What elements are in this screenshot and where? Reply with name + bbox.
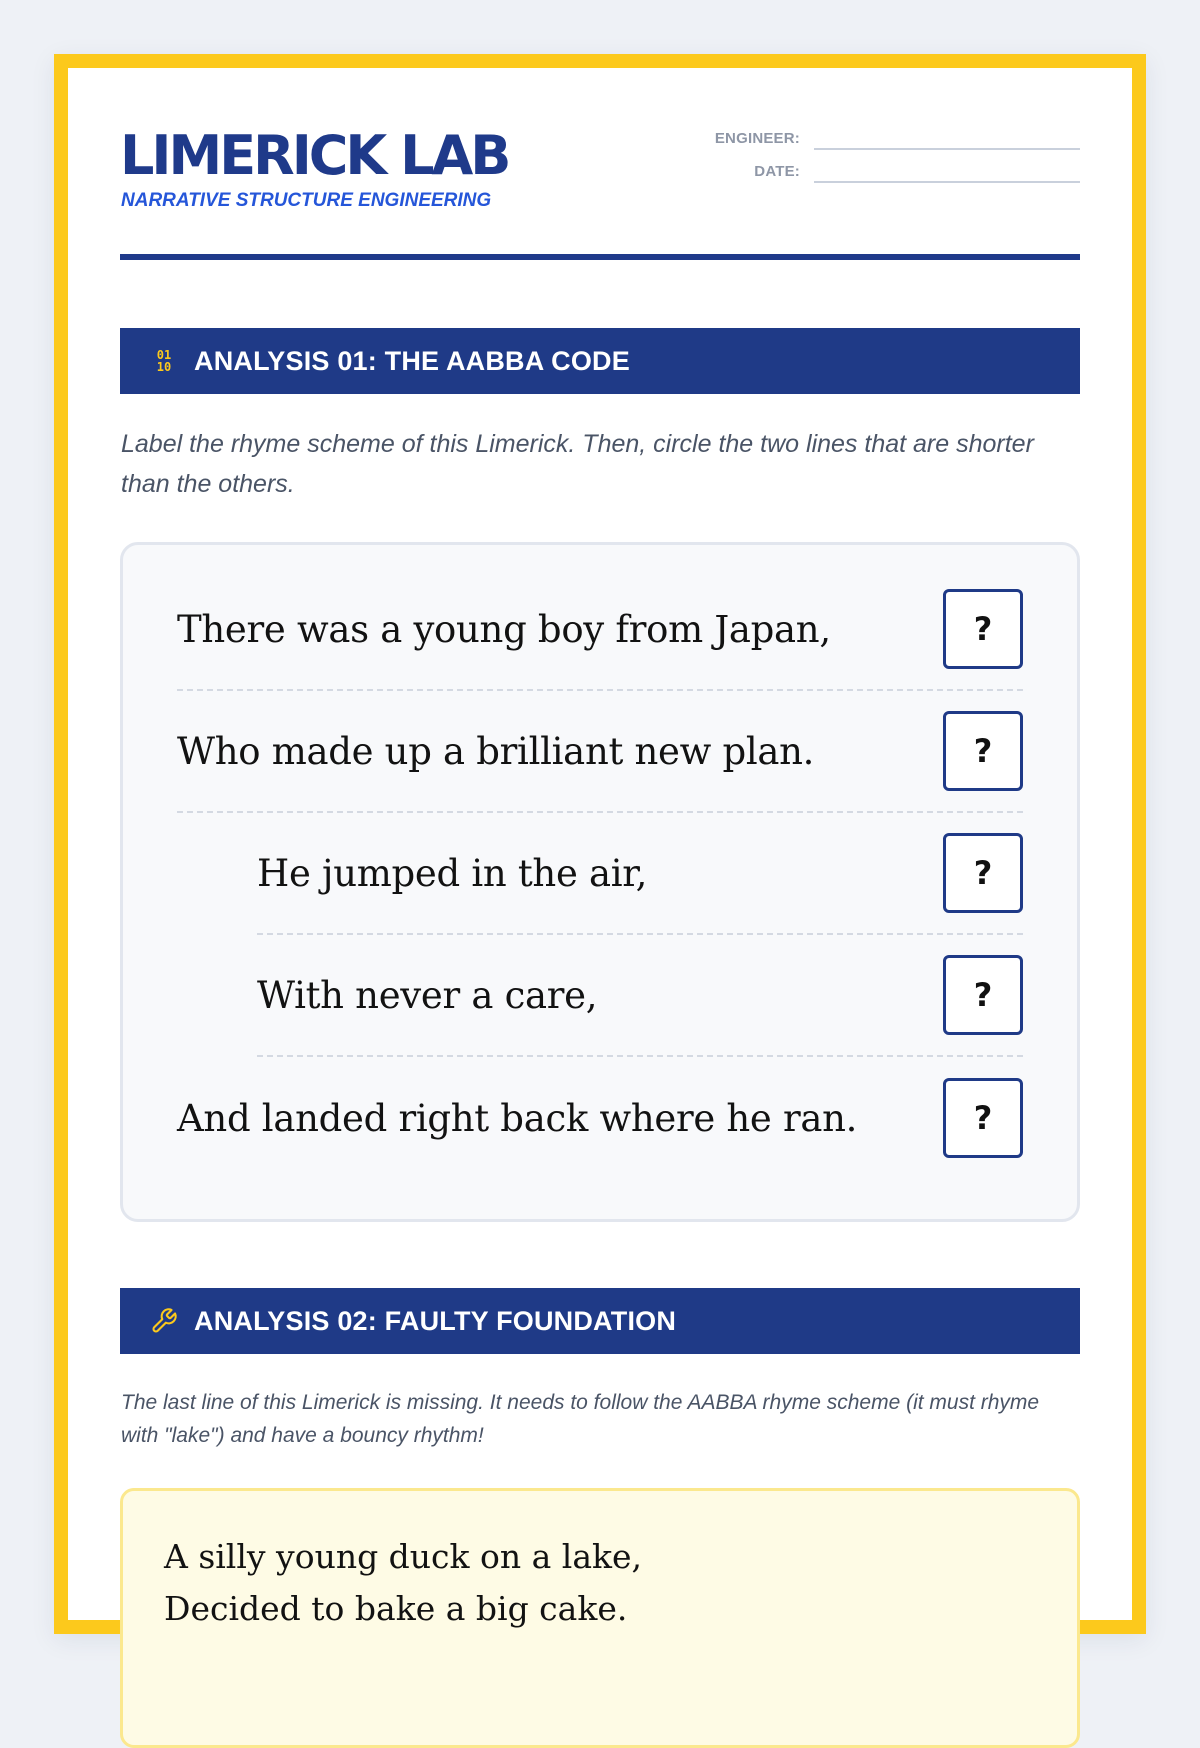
rhyme-label-box[interactable]: ? <box>943 1078 1023 1158</box>
poem-line <box>257 935 1023 1057</box>
rhyme-label-box[interactable]: ? <box>943 589 1023 669</box>
wrench-icon <box>150 1307 178 1335</box>
poem-line <box>177 569 1023 691</box>
rhyme-label-box[interactable]: ? <box>943 833 1023 913</box>
worksheet-page <box>54 54 1146 1634</box>
poem-line <box>257 813 1023 935</box>
poem-panel <box>120 542 1080 1222</box>
engineer-label: ENGINEER: <box>714 130 800 147</box>
date-row <box>700 155 1080 188</box>
faulty-poem-line: Decided to bake a big cake. <box>164 1589 628 1628</box>
poem-line-text: And landed right back where he ran. <box>177 1096 858 1140</box>
section-header-analysis-01 <box>120 328 1080 394</box>
binary-icon <box>150 347 178 375</box>
page-title: LIMERICK LAB <box>120 124 509 187</box>
binary-icon-bottom: 10 <box>156 360 172 374</box>
worksheet-header <box>120 68 1080 260</box>
poem-line-text: He jumped in the air, <box>257 851 648 895</box>
meta-fields <box>700 122 1080 188</box>
poem-line <box>177 691 1023 813</box>
faulty-poem-line: A silly young duck on a lake, <box>164 1537 643 1576</box>
analysis-01-instructions: Label the rhyme scheme of this Limerick. Then, circle the two lines that are shorter than the others. <box>121 430 1034 498</box>
faulty-poem-box <box>120 1488 1080 1748</box>
poem-line-text: Who made up a brilliant new plan. <box>177 729 815 773</box>
rhyme-label-box[interactable]: ? <box>943 955 1023 1035</box>
section-title-analysis-02: ANALYSIS 02: FAULTY FOUNDATION <box>194 1305 677 1336</box>
binary-icon-top: 01 <box>156 348 172 362</box>
section-title-analysis-01: ANALYSIS 01: THE AABBA CODE <box>194 345 630 376</box>
engineer-field[interactable] <box>814 128 1080 150</box>
rhyme-label-box[interactable]: ? <box>943 711 1023 791</box>
poem-line-text: With never a care, <box>257 973 598 1017</box>
section-header-analysis-02 <box>120 1288 1080 1354</box>
date-label: DATE: <box>754 163 800 180</box>
poem-line-text: There was a young boy from Japan, <box>177 607 831 651</box>
engineer-row <box>700 122 1080 155</box>
page-subtitle: NARRATIVE STRUCTURE ENGINEERING <box>121 190 492 211</box>
date-field[interactable] <box>814 161 1080 183</box>
analysis-02-instructions: The last line of this Limerick is missing. It needs to follow the AABBA rhyme scheme (it must rhyme with "lake") and have a bouncy rhythm! <box>121 1391 1040 1447</box>
poem-line <box>177 1057 1023 1179</box>
